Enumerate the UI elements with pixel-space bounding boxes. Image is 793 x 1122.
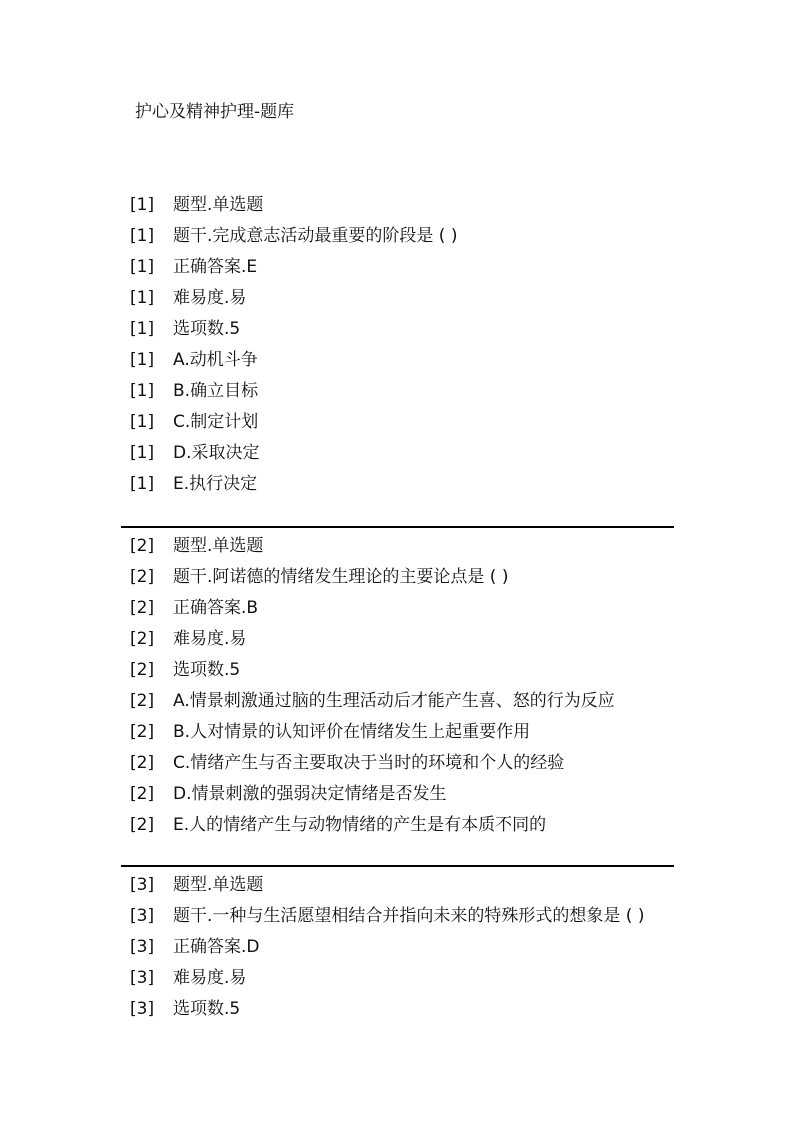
question-number: [2] (130, 660, 155, 680)
option-c: C.情绪产生与否主要取决于当时的环境和个人的经验 (173, 753, 565, 773)
correct-answer-line (121, 595, 674, 626)
question-divider (121, 526, 674, 528)
question-block-1 (121, 192, 674, 502)
question-number: [2] (130, 567, 155, 587)
option-a-line (121, 688, 674, 719)
question-number: [1] (130, 288, 155, 308)
option-d-line (121, 781, 674, 812)
difficulty-line (121, 965, 674, 996)
question-number: [1] (130, 412, 155, 432)
option-count: 选项数.5 (173, 319, 241, 339)
correct-answer: 正确答案.B (173, 598, 259, 618)
correct-answer: 正确答案.D (173, 937, 260, 957)
option-b-line (121, 719, 674, 750)
option-count-line (121, 657, 674, 688)
correct-answer-line (121, 254, 674, 285)
difficulty: 难易度.易 (173, 629, 247, 649)
question-stem: 题干.阿诺德的情绪发生理论的主要论点是 ( ) (173, 567, 509, 587)
question-number: [2] (130, 691, 155, 711)
question-type: 题型.单选题 (173, 875, 264, 895)
question-type-line (121, 192, 674, 223)
question-number: [2] (130, 536, 155, 556)
question-stem-line (121, 903, 674, 934)
question-stem: 题干.完成意志活动最重要的阶段是 ( ) (173, 226, 458, 246)
option-b-line (121, 378, 674, 409)
option-b: B.人对情景的认知评价在情绪发生上起重要作用 (173, 722, 531, 742)
question-number: [1] (130, 226, 155, 246)
option-count: 选项数.5 (173, 999, 241, 1019)
correct-answer-line (121, 934, 674, 965)
page-title: 护心及精神护理-题库 (135, 102, 295, 122)
question-number: [2] (130, 722, 155, 742)
difficulty: 难易度.易 (173, 968, 247, 988)
option-d: D.情景刺激的强弱决定情绪是否发生 (173, 784, 447, 804)
option-e-line (121, 812, 674, 843)
option-count: 选项数.5 (173, 660, 241, 680)
correct-answer: 正确答案.E (173, 257, 258, 277)
option-a: A.动机斗争 (173, 350, 258, 370)
difficulty-line (121, 285, 674, 316)
option-a: A.情景刺激通过脑的生理活动后才能产生喜、怒的行为反应 (173, 691, 615, 711)
difficulty-line (121, 626, 674, 657)
question-number: [1] (130, 257, 155, 277)
option-b: B.确立目标 (173, 381, 259, 401)
option-d: D.采取决定 (173, 443, 260, 463)
question-number: [1] (130, 443, 155, 463)
question-stem-line (121, 223, 674, 254)
question-type-line (121, 533, 674, 564)
question-stem-line (121, 564, 674, 595)
question-type: 题型.单选题 (173, 536, 264, 556)
option-c-line (121, 750, 674, 781)
question-number: [2] (130, 815, 155, 835)
option-count-line (121, 316, 674, 347)
question-number: [2] (130, 753, 155, 773)
question-type: 题型.单选题 (173, 195, 264, 215)
option-c-line (121, 409, 674, 440)
question-type-line (121, 872, 674, 903)
difficulty: 难易度.易 (173, 288, 247, 308)
option-c: C.制定计划 (173, 412, 259, 432)
question-block-2 (121, 526, 674, 843)
question-number: [3] (130, 906, 155, 926)
question-number: [2] (130, 598, 155, 618)
option-e: E.人的情绪产生与动物情绪的产生是有本质不同的 (173, 815, 547, 835)
question-number: [3] (130, 999, 155, 1019)
question-number: [2] (130, 629, 155, 649)
question-number: [3] (130, 937, 155, 957)
question-number: [2] (130, 784, 155, 804)
question-number: [1] (130, 350, 155, 370)
question-divider (121, 865, 674, 867)
option-e-line (121, 471, 674, 502)
question-stem: 题干.一种与生活愿望相结合并指向未来的特殊形式的想象是 ( ) (173, 906, 645, 926)
option-count-line (121, 996, 674, 1027)
question-number: [3] (130, 875, 155, 895)
question-number: [1] (130, 381, 155, 401)
question-number: [3] (130, 968, 155, 988)
option-e: E.执行决定 (173, 474, 258, 494)
question-number: [1] (130, 195, 155, 215)
question-block-3 (121, 865, 674, 1027)
option-a-line (121, 347, 674, 378)
option-d-line (121, 440, 674, 471)
question-number: [1] (130, 474, 155, 494)
question-number: [1] (130, 319, 155, 339)
